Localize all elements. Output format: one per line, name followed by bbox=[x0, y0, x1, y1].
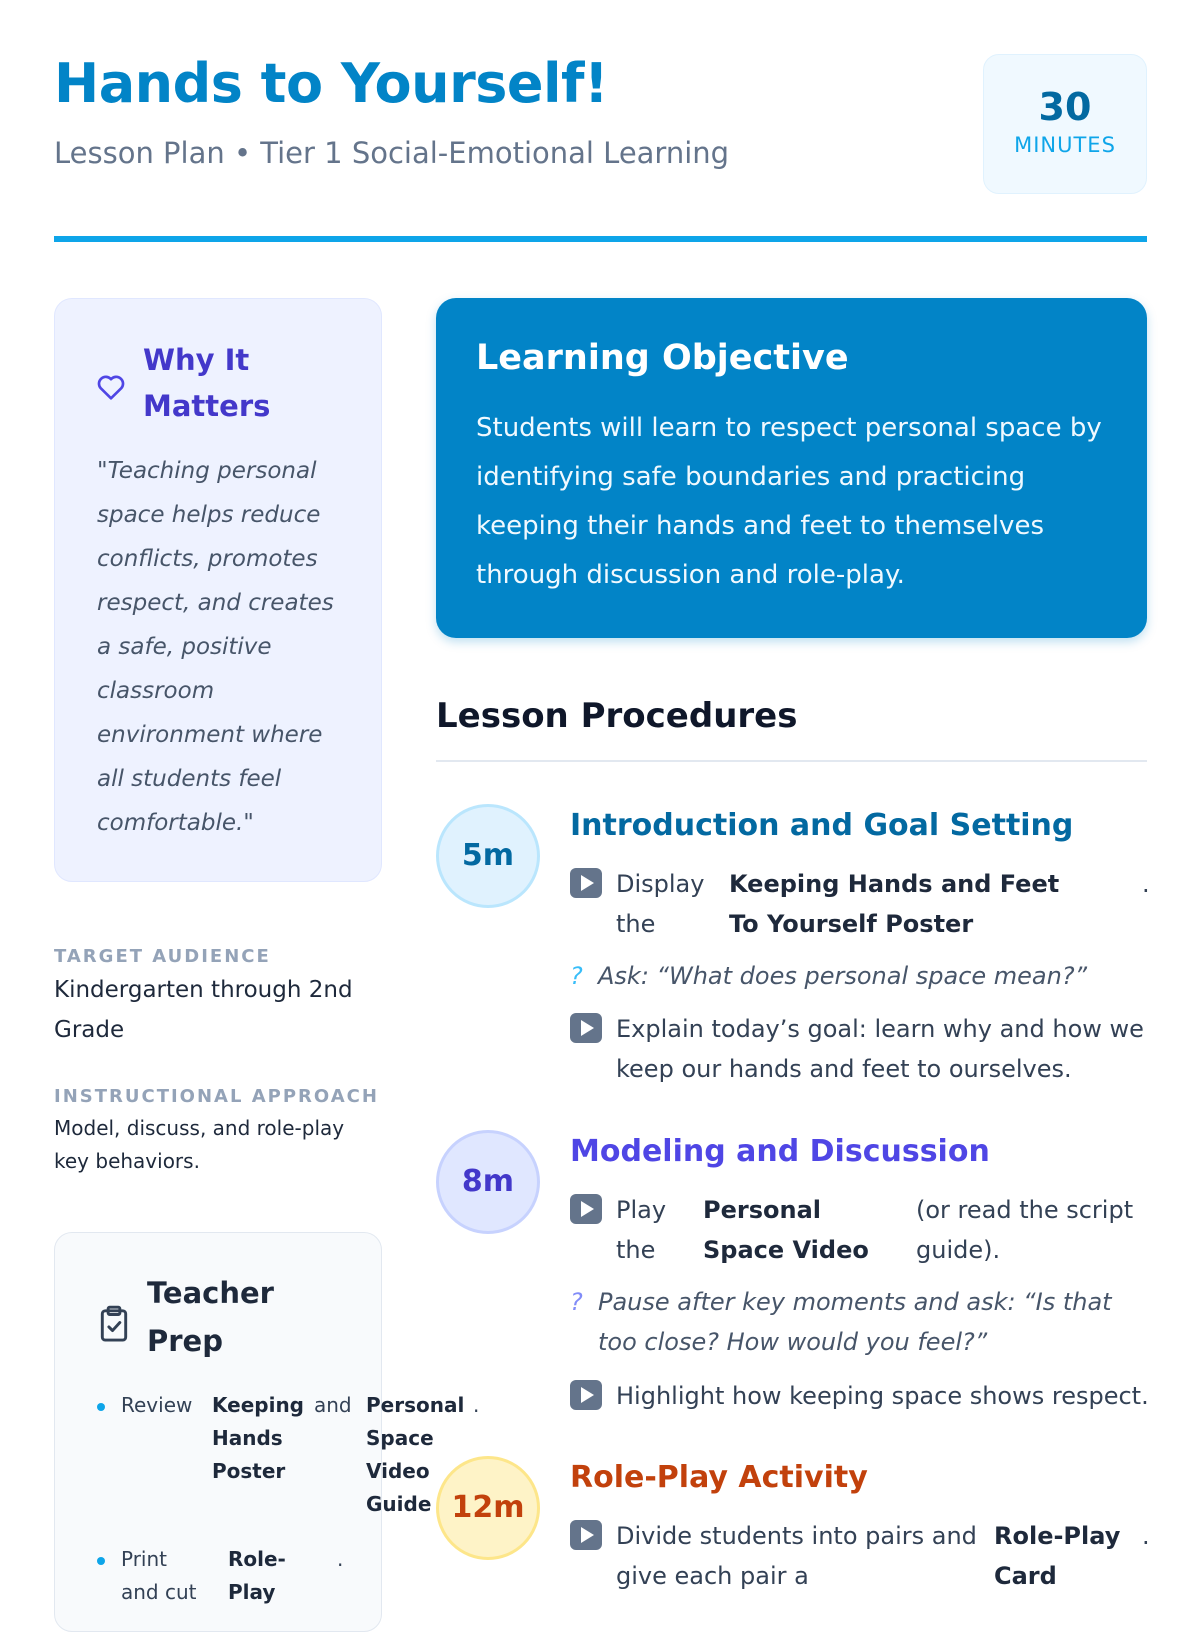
play-icon bbox=[570, 1520, 602, 1550]
step-time-badge: 5m bbox=[436, 804, 540, 908]
step-text: Display the bbox=[616, 870, 705, 938]
bullet-dot bbox=[97, 1403, 105, 1411]
page-title: Hands to Yourself! bbox=[54, 52, 609, 115]
duration-unit: MINUTES bbox=[1014, 133, 1116, 157]
step-time-badge: 12m bbox=[436, 1456, 540, 1560]
play-icon bbox=[570, 868, 602, 898]
step-question-text: Pause after key moments and ask: “Is that too close? How would you feel?” bbox=[598, 1288, 1112, 1356]
audience-value: Kindergarten through 2nd Grade bbox=[54, 977, 353, 1043]
play-icon bbox=[570, 1380, 602, 1410]
step-question bbox=[570, 956, 1158, 996]
step-bold-text: Keeping Hands and Feet To Yourself Poster bbox=[729, 870, 1060, 938]
why-quote: "Teaching personal space helps reduce conflicts, promotes respect, and creates a safe, positive classroom environment where all students feel comfortable." bbox=[97, 458, 334, 836]
header-divider bbox=[54, 236, 1147, 242]
why-it-matters-card bbox=[54, 298, 382, 882]
duration-badge bbox=[983, 54, 1147, 194]
step-text: Highlight how keeping space shows respect. bbox=[616, 1382, 1149, 1410]
step-text: Explain today’s goal: learn why and how we keep our hands and feet to ourselves. bbox=[616, 1015, 1144, 1083]
lesson-plan-page bbox=[54, 0, 1150, 1604]
step-question-text: Ask: “What does personal space mean?” bbox=[598, 962, 1088, 990]
prep-item-a: Keeping Hands Poster bbox=[212, 1393, 305, 1483]
clipboard-check-icon bbox=[99, 1305, 129, 1343]
approach-label: INSTRUCTIONAL APPROACH bbox=[54, 1086, 379, 1107]
prep-item-b: Personal Space Video Guide bbox=[366, 1393, 465, 1516]
duration-value: 30 bbox=[1038, 85, 1092, 129]
prep-verb: Print and cut bbox=[121, 1547, 197, 1604]
step-title: Introduction and Goal Setting bbox=[570, 808, 1074, 843]
prep-list-item bbox=[55, 1389, 495, 1529]
bullet-dot bbox=[97, 1557, 105, 1565]
procedures-divider bbox=[436, 760, 1147, 762]
objective-heading: Learning Objective bbox=[476, 338, 849, 378]
approach-value: Model, discuss, and role-play key behaviors. bbox=[54, 1116, 345, 1173]
step-time-badge: 8m bbox=[436, 1130, 540, 1234]
step-question bbox=[570, 1282, 1138, 1362]
question-icon: ? bbox=[570, 962, 583, 990]
step-text: Play the bbox=[616, 1196, 667, 1264]
step-title: Modeling and Discussion bbox=[570, 1134, 990, 1169]
procedures-heading: Lesson Procedures bbox=[436, 696, 798, 736]
play-icon bbox=[570, 1194, 602, 1224]
prep-item-a: Role-Play bbox=[228, 1547, 286, 1604]
step-title: Role-Play Activity bbox=[570, 1460, 868, 1495]
step-text-end: (or read the script guide). bbox=[916, 1196, 1134, 1264]
step-text-end: . bbox=[1142, 1522, 1150, 1550]
learning-objective-card bbox=[436, 298, 1147, 638]
heart-icon bbox=[95, 371, 127, 403]
why-heading: Why It Matters bbox=[143, 343, 271, 423]
audience-label: TARGET AUDIENCE bbox=[54, 946, 271, 967]
teacher-prep-card bbox=[54, 1232, 480, 1632]
objective-text: Students will learn to respect personal space by identifying safe boundaries and practicing keeping their hands and feet to themselves through discussion and role-play. bbox=[476, 413, 1102, 590]
prep-joiner: and bbox=[314, 1393, 352, 1417]
step-text: Divide students into pairs and give each pair a bbox=[616, 1522, 977, 1590]
question-icon: ? bbox=[570, 1288, 583, 1316]
prep-list-item bbox=[55, 1543, 385, 1633]
prep-end: . bbox=[337, 1547, 344, 1571]
step-text-end: . bbox=[1142, 870, 1150, 898]
prep-verb: Review bbox=[121, 1393, 193, 1417]
prep-heading: Teacher Prep bbox=[147, 1276, 274, 1358]
step-bold-text: Role-Play Card bbox=[994, 1522, 1121, 1590]
step-bold-text: Personal Space Video bbox=[703, 1196, 869, 1264]
play-icon bbox=[570, 1013, 602, 1043]
page-subtitle: Lesson Plan • Tier 1 Social-Emotional Learning bbox=[54, 136, 730, 170]
prep-end: . bbox=[473, 1393, 480, 1417]
